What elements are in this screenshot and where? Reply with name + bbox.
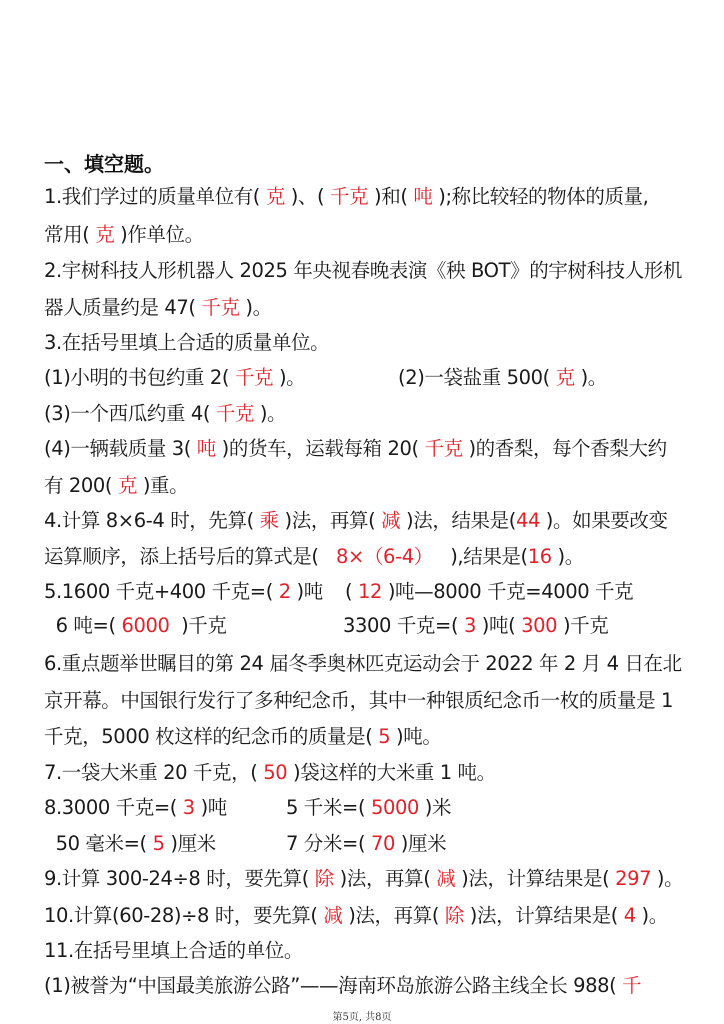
question-text: )法，计算结果是( <box>455 867 616 890</box>
question-text: )。 <box>273 366 306 389</box>
answer-text: 3 <box>182 796 195 819</box>
answer-text: 70 <box>370 832 395 855</box>
question-text: )的货车，运载每箱 20( <box>215 437 425 460</box>
answer-text: 除 <box>444 904 464 927</box>
answer-text: 297 <box>615 867 652 890</box>
answer-text: 5 <box>378 725 391 748</box>
question-text: 运算顺序，添上括号后的算式是( <box>44 545 337 568</box>
text-line <box>44 327 329 355</box>
text-line <box>44 685 673 713</box>
text-line <box>44 398 286 426</box>
answer-text: 千克 <box>424 437 463 460</box>
answer-text: 吨 <box>196 437 216 460</box>
text-line <box>44 828 216 856</box>
question-text: ( <box>345 580 359 603</box>
text-line <box>44 470 188 498</box>
text-line <box>44 935 303 963</box>
question-text: 5.1600 千克+400 千克=( <box>44 580 279 603</box>
text-line <box>44 900 668 928</box>
text-line-column2 <box>398 362 607 390</box>
answer-text: 16 <box>527 545 552 568</box>
answer-text: 3 <box>463 614 476 637</box>
text-line-column2 <box>343 610 608 638</box>
text-line <box>44 292 272 320</box>
question-text: 2.宇树科技人形机器人 2025 年央视春晚表演《秧 BOT》的宇树科技人形机 <box>44 259 683 282</box>
question-text: )。 <box>239 296 272 319</box>
question-text: 10.计算(60-28)÷8 时，要先算( <box>44 904 324 927</box>
question-text: )法，结果是( <box>400 509 516 532</box>
answer-text: 减 <box>323 904 343 927</box>
question-text: )米 <box>418 796 452 819</box>
question-text: 6.重点题举世瞩目的第 24 届冬季奥林匹克运动会于 2022 年 2 月 4 日在北 <box>44 652 682 675</box>
question-text: (1)小明的书包约重 2( <box>44 366 235 389</box>
question-text: )、( <box>284 185 331 208</box>
question-text: (2)一袋盐重 500( <box>398 366 556 389</box>
question-text: ),结果是( <box>432 545 528 568</box>
answer-text: 千克 <box>234 366 274 389</box>
question-text: 器人质量约是 47( <box>44 296 202 319</box>
question-text: )吨 <box>194 796 227 819</box>
answer-text: 5 <box>152 832 165 855</box>
question-text: )法，再算( <box>278 509 382 532</box>
answer-text: 12 <box>358 580 383 603</box>
question-text: )。 <box>254 402 287 425</box>
question-text: )法，计算结果是( <box>463 904 624 927</box>
question-text: (1)被誉为“中国最美旅游公路”——海南环岛旅游公路主线全长 988( <box>44 974 623 997</box>
question-text: )。 <box>551 545 584 568</box>
question-text: 7 分米=( <box>286 832 371 855</box>
question-text: 8.3000 千克=( <box>44 796 183 819</box>
question-text: )袋这样的大米重 1 吨。 <box>287 761 496 784</box>
question-text: 5 千米=( <box>286 796 371 819</box>
text-line <box>44 610 227 638</box>
question-text: 9.计算 300-24÷8 时，要先算( <box>44 867 315 890</box>
question-text: )法，再算( <box>333 867 437 890</box>
answer-text: 减 <box>436 867 456 890</box>
answer-text: 44 <box>515 509 540 532</box>
question-text: )。 <box>574 366 607 389</box>
question-text: )作单位。 <box>114 223 204 246</box>
answer-text: 吨 <box>413 185 433 208</box>
question-text: 7.一袋大米重 20 千克，( <box>44 761 264 784</box>
answer-text: 5000 <box>370 796 419 819</box>
question-text: 有 200( <box>44 474 118 497</box>
text-line-column2 <box>286 828 446 856</box>
question-text: );称比较轻的物体的质量, <box>432 185 649 208</box>
answer-text: 乘 <box>259 509 279 532</box>
answer-text: 克 <box>555 366 575 389</box>
question-text: 3300 千克=( <box>343 614 464 637</box>
text-line <box>44 576 323 604</box>
answer-text: 50 <box>263 761 288 784</box>
text-line <box>44 792 227 820</box>
question-text: )重。 <box>137 474 189 497</box>
question-text: )吨 <box>290 580 323 603</box>
answer-text: 8×（6-4） <box>336 545 433 568</box>
question-text: )吨( <box>476 614 522 637</box>
question-text: 常用( <box>44 223 96 246</box>
question-text: )厘米 <box>164 832 216 855</box>
text-line <box>44 255 682 283</box>
question-text: )和( <box>368 185 414 208</box>
question-text: )厘米 <box>394 832 447 855</box>
answer-text: 克 <box>95 223 115 246</box>
answer-text: 300 <box>521 614 558 637</box>
answer-text: 克 <box>117 474 138 497</box>
question-text: )千克 <box>169 614 227 637</box>
page-footer: 第5页, 共8页 <box>332 1012 392 1023</box>
text-line <box>44 219 204 247</box>
text-line <box>44 757 496 785</box>
answer-text: 克 <box>265 185 285 208</box>
text-line <box>44 541 584 569</box>
question-text: 千克，5000 枚这样的纪念币的质量是( <box>44 725 379 748</box>
answer-text: 千克 <box>201 296 240 319</box>
text-line <box>44 721 441 749</box>
question-text: )。 <box>635 904 668 927</box>
text-line <box>44 505 668 533</box>
question-text: 6 吨=( <box>44 614 122 637</box>
question-text: 京开幕。中国银行发行了多种纪念币，其中一种银质纪念币一枚的质量是 1 <box>44 689 674 712</box>
answer-text: 除 <box>314 867 334 890</box>
text-line <box>44 970 641 998</box>
question-text: )吨。 <box>390 725 442 748</box>
question-text: 3.在括号里填上合适的质量单位。 <box>44 331 330 354</box>
answer-text: 千克 <box>330 185 369 208</box>
question-text: )。 <box>651 867 684 890</box>
text-line <box>44 362 305 390</box>
answer-text: 2 <box>278 580 291 603</box>
answer-text: 千克 <box>215 402 255 425</box>
question-text: (3)一个西瓜约重 4( <box>44 402 216 425</box>
question-text: )千克 <box>557 614 609 637</box>
text-line-column2 <box>286 792 451 820</box>
answer-text: 千 <box>622 974 642 997</box>
question-text: )法，再算( <box>342 904 445 927</box>
answer-text: 6000 <box>121 614 170 637</box>
answer-text: 减 <box>381 509 401 532</box>
question-text: )的香梨，每个香梨大约 <box>462 437 667 460</box>
text-line <box>44 863 683 891</box>
text-line <box>44 648 682 676</box>
section-heading: 一、填空题。 <box>44 152 164 176</box>
question-text: 50 毫米=( <box>44 832 153 855</box>
question-text: )。如果要改变 <box>539 509 668 532</box>
answer-text: 4 <box>623 904 636 927</box>
question-text: )吨—8000 千克=4000 千克 <box>382 580 634 603</box>
text-line <box>44 181 648 209</box>
text-line <box>44 433 667 461</box>
question-text: 11.在括号里填上合适的单位。 <box>44 939 304 962</box>
text-line-column2 <box>345 576 633 604</box>
question-text: (4)一辆载质量 3( <box>44 437 197 460</box>
question-text: 4.计算 8×6-4 时，先算( <box>44 509 260 532</box>
question-text: 1.我们学过的质量单位有( <box>44 185 266 208</box>
